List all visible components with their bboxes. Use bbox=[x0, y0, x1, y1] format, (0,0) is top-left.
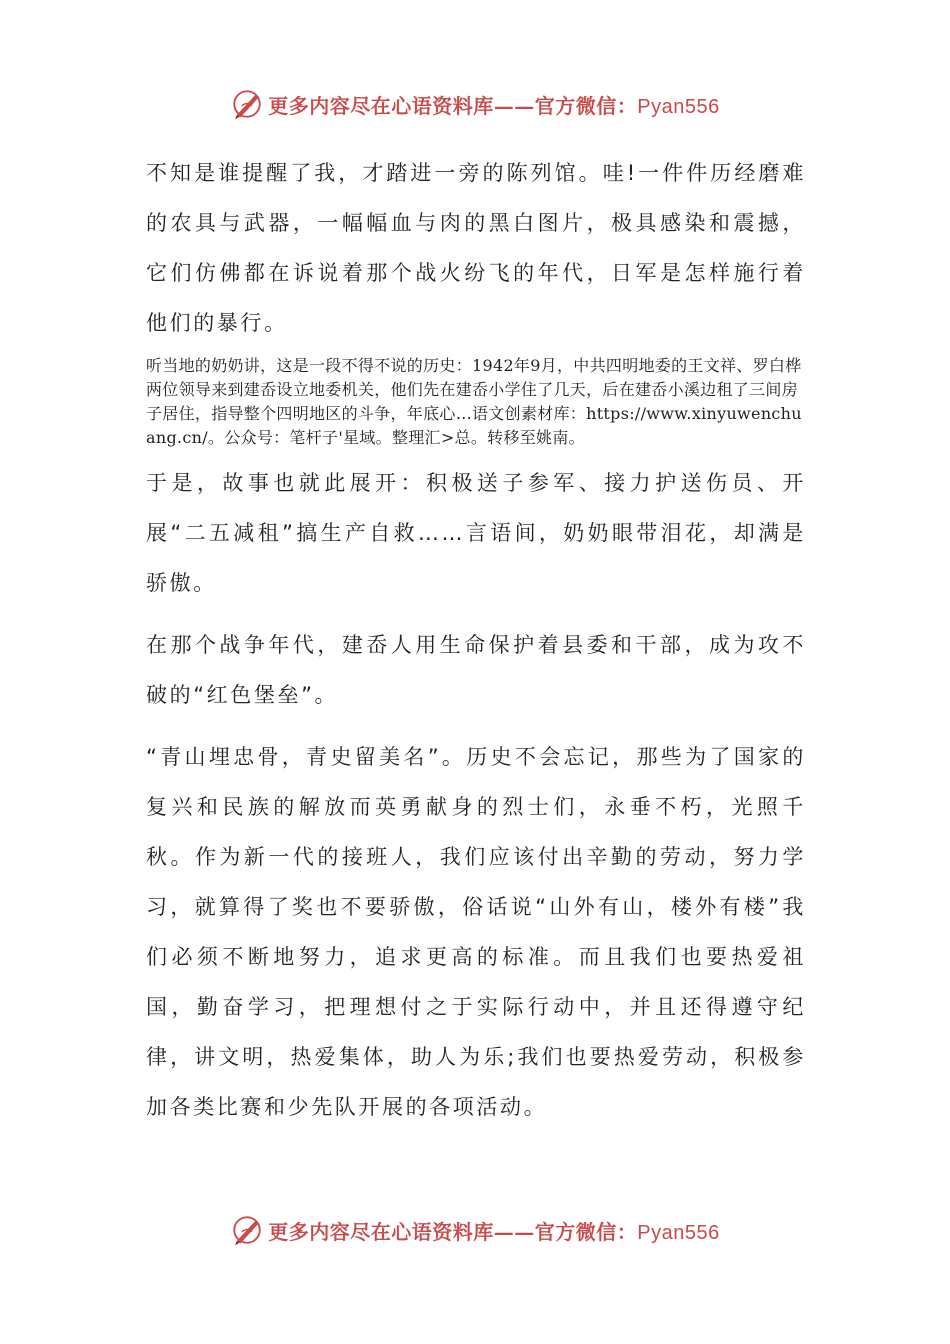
paragraph-exhibition-hall: 不知是谁提醒了我，才踏进一旁的陈列馆。哇!一件件历经磨难的农具与武器，一幅幅血与肉的黑白图片，极具感染和震撼，它们仿佛都在诉说着那个战火纷飞的年代，日军是怎样施行着他们的暴行。 bbox=[146, 161, 806, 335]
paragraph-red-fortress: 在那个战争年代，建岙人用生命保护着县委和干部，成为攻不破的“红色堡垒”。 bbox=[146, 633, 806, 707]
header-wechat-id: Pyan556 bbox=[637, 95, 720, 118]
footer-banner-text bbox=[268, 1216, 719, 1245]
footer-site-text: 更多内容尽在心语资料库 bbox=[268, 1219, 494, 1244]
pen-logo-icon bbox=[230, 87, 264, 121]
paragraph-story-unfolds: 于是，故事也就此展开：积极送子参军、接力护送伤员、开展“二五减租”搞生产自救……言语间，奶奶眼带泪花，却满是骄傲。 bbox=[146, 471, 806, 595]
footer-banner bbox=[0, 1210, 950, 1250]
footer-dash: —— bbox=[493, 1219, 535, 1244]
header-wechat-label: 官方微信： bbox=[534, 93, 638, 118]
header-banner bbox=[0, 84, 950, 124]
paragraph-gap bbox=[146, 720, 806, 732]
paragraph-grandma-history: 听当地的奶奶讲，这是一段不得不说的历史：1942年9月，中共四明地委的王文祥、罗白桦两位领导来到建岙设立地委机关，他们先在建岙小学住了几天，后在建岙小溪边租了三间房子居住，指导整个四明地区的斗争，年底心…语文创素材库：https://www.xinyuwenchuang.cn/。公众号：笔杆子'星域。整理汇>总。转移至姚南。 bbox=[146, 356, 802, 447]
document-body bbox=[146, 148, 806, 1132]
header-dash: —— bbox=[493, 93, 535, 118]
header-banner-text bbox=[268, 90, 719, 119]
footer-wechat-label: 官方微信： bbox=[534, 1219, 638, 1244]
header-site-text: 更多内容尽在心语资料库 bbox=[268, 93, 494, 118]
footer-wechat-id: Pyan556 bbox=[637, 1221, 720, 1244]
pen-logo-icon bbox=[230, 1213, 264, 1247]
paragraph-gap bbox=[146, 608, 806, 620]
paragraph-green-mountains: “青山埋忠骨，青史留美名”。历史不会忘记，那些为了国家的复兴和民族的解放而英勇献身的烈士们，永垂不朽，光照千秋。作为新一代的接班人，我们应该付出辛勤的劳动，努力学习，就算得了奖也不要骄傲，俗话说“山外有山，楼外有楼”我们必须不断地努力，追求更高的标准。而且我们也要热爱祖国，勤奋学习，把理想付之于实际行动中，并且还得遵守纪律，讲文明，热爱集体，助人为乐;我们也要热爱劳动，积极参加各类比赛和少先队开展的各项活动。 bbox=[146, 745, 806, 1119]
